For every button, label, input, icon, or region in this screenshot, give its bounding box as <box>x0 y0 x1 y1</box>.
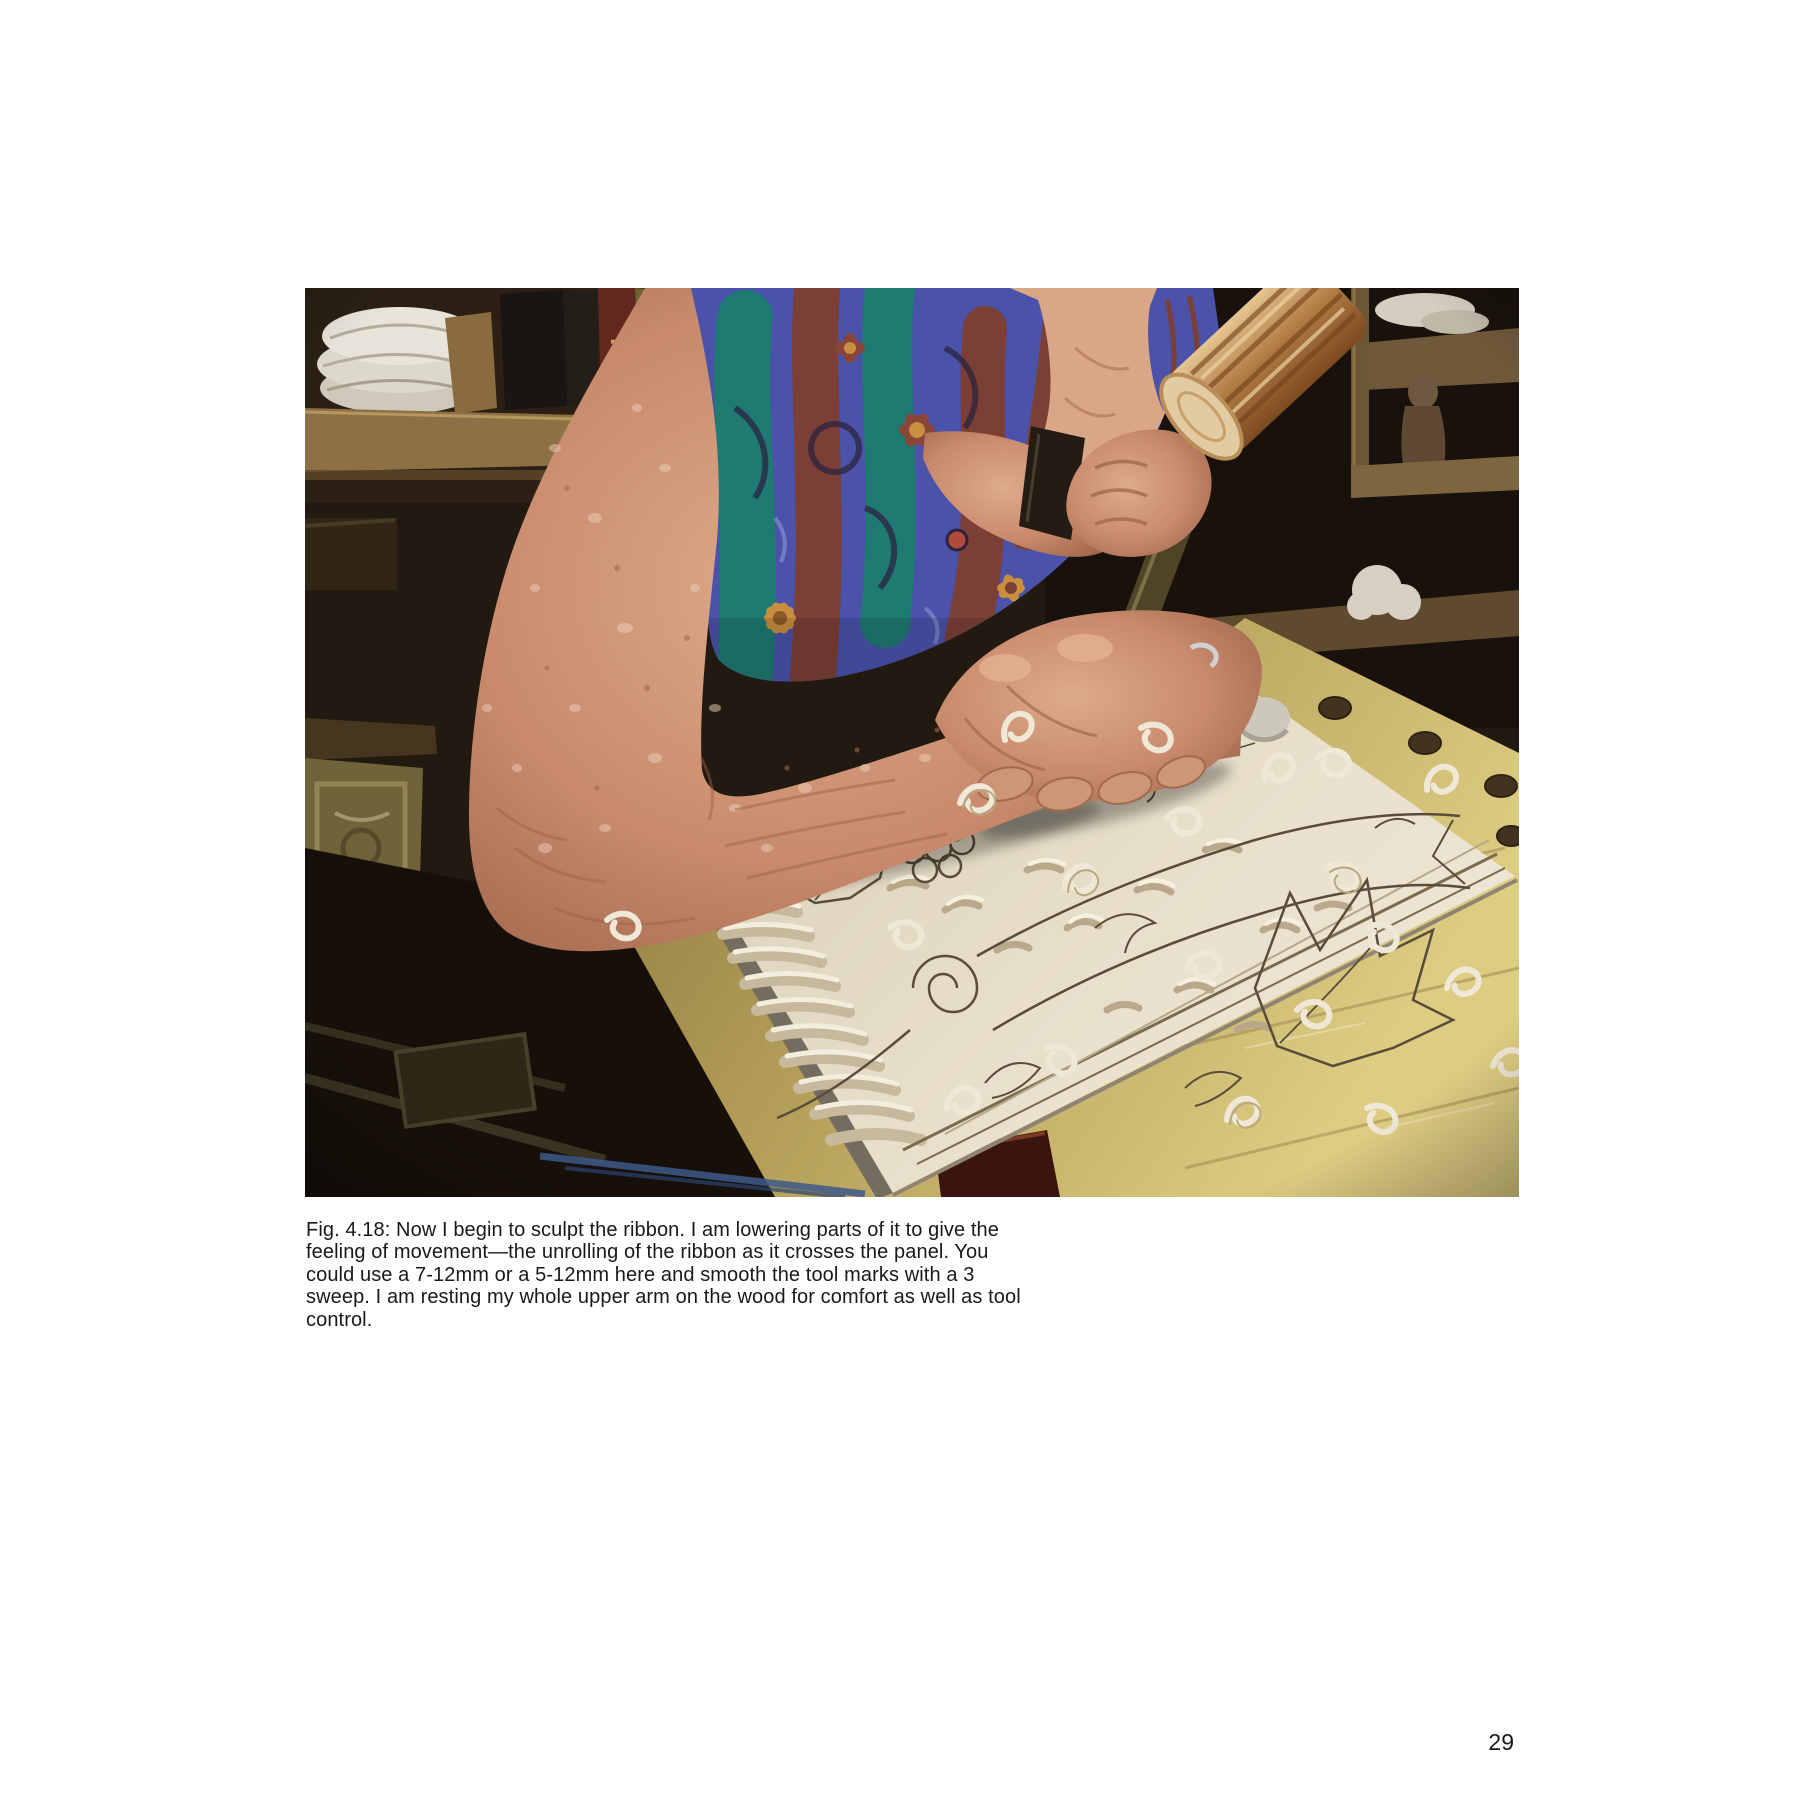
carving-photo <box>305 288 1519 1197</box>
caption-line-5: control. <box>306 1308 373 1331</box>
photo-vignette <box>305 288 1519 1197</box>
caption-line-4: sweep. I am resting my whole upper arm on the wood for comfort as well as tool <box>306 1286 1021 1309</box>
page-number: 29 <box>1488 1729 1514 1755</box>
caption-line-2: feeling of movement—the unrolling of the ribbon as it crosses the panel. You <box>306 1241 989 1264</box>
carving-photo-illustration <box>305 288 1519 1197</box>
caption-line-3: could use a 7-12mm or a 5-12mm here and smooth the tool marks with a 3 <box>306 1263 975 1286</box>
figure-caption <box>306 1219 1096 1331</box>
caption-line-1: Fig. 4.18: Now I begin to sculpt the ribbon. I am lowering parts of it to give the <box>306 1219 1000 1241</box>
